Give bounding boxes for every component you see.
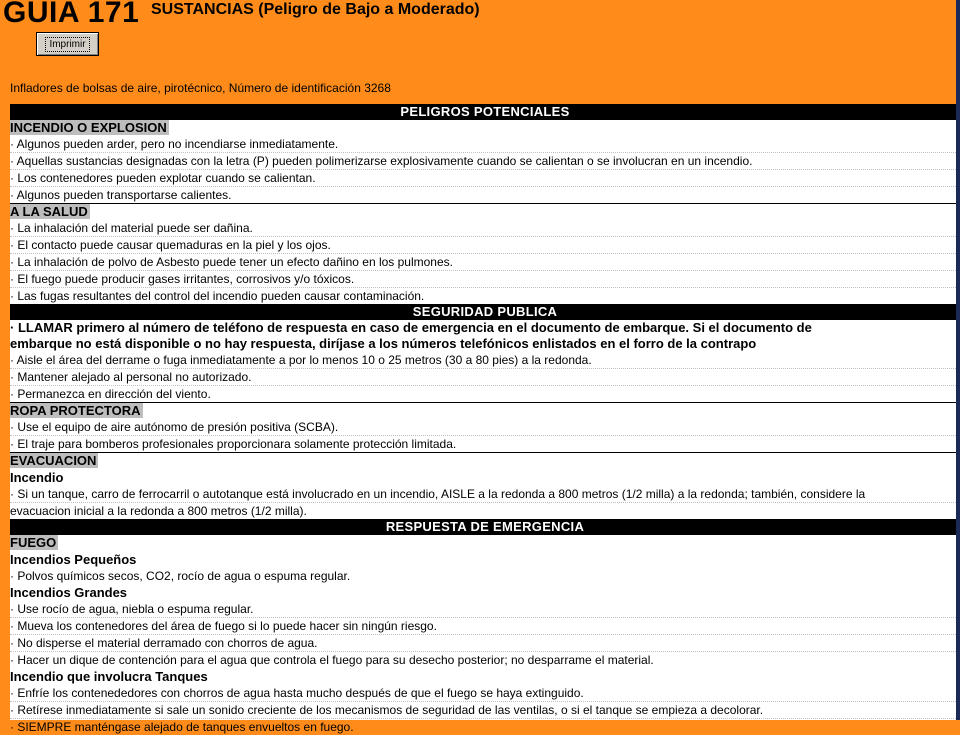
list-item: · SIEMPRE manténgase alejado de tanques envueltos en fuego. <box>10 720 354 734</box>
list-item: · Use el equipo de aire autónomo de presión positiva (SCBA). <box>10 419 960 436</box>
material-description: Infladores de bolsas de aire, pirotécnico, Número de identificación 3268 <box>10 81 391 95</box>
subsection-title: A LA SALUD <box>10 204 88 219</box>
subsection-title: EVACUACION <box>10 453 97 468</box>
list-item: · Algunos pueden transportarse calientes. <box>10 188 232 202</box>
subsection-incendio-explosion <box>10 120 960 136</box>
subsection-salud <box>10 203 960 220</box>
list-item: · Hacer un dique de contención para el agua que controla el fuego para su desecho posterior; no desparrame el material. <box>10 653 654 667</box>
list-item: · Mantener alejado al personal no autorizado. <box>10 369 960 386</box>
list-item: · Retírese inmediatamente si sale un sonido creciente de los mecanismos de seguridad de las ventilas, o si el tanque se empieza a decolorar. <box>10 702 960 719</box>
list-item: · La inhalación de polvo de Asbesto puede tener un efecto dañino en los pulmones. <box>10 254 960 271</box>
list-item: · El fuego puede producir gases irritantes, corrosivos y/o tóxicos. <box>10 271 960 288</box>
guide-header <box>0 0 960 103</box>
window-edge <box>956 0 960 720</box>
tank-fires-heading: Incendio que involucra Tanques <box>10 669 208 684</box>
small-fires-heading: Incendios Pequeños <box>10 552 137 567</box>
section-peligros-potenciales: PELIGROS POTENCIALES <box>10 104 960 120</box>
emergency-call-instruction: · LLAMAR primero al número de teléfono de respuesta en caso de emergencia en el documento de embarque. Si el documento de <box>10 320 812 335</box>
list-item: · Si un tanque, carro de ferrocarril o autotanque está involucrado en un incendio, AISLE a la redonda a 800 metros (1/2 milla) a la redonda; también, considere la <box>10 486 960 503</box>
subsection-evacuacion <box>10 452 960 469</box>
subsection-title: INCENDIO O EXPLOSION <box>10 120 167 135</box>
emergency-call-instruction-cont: embarque no está disponible o no hay respuesta, diríjase a los números telefónicos enlistados en el forro de la contrapo <box>10 336 757 351</box>
guide-content[interactable] <box>10 104 960 734</box>
section-respuesta-emergencia: RESPUESTA DE EMERGENCIA <box>10 519 960 535</box>
subsection-title: ROPA PROTECTORA <box>10 403 141 418</box>
guide-number: GUIA 171 <box>3 0 140 29</box>
list-item: · Aquellas sustancias designadas con la letra (P) pueden polimerizarse explosivamente cuando se calientan o se involucran en un incendio. <box>10 153 960 170</box>
subsection-fuego <box>10 535 960 551</box>
list-item: · No disperse el material derramado con chorros de agua. <box>10 635 960 652</box>
print-button-label: Imprimir <box>45 37 89 52</box>
section-seguridad-publica: SEGURIDAD PUBLICA <box>10 304 960 320</box>
guide-title: SUSTANCIAS (Peligro de Bajo a Moderado) <box>151 1 480 18</box>
list-item: · El traje para bomberos profesionales proporcionara solamente protección limitada. <box>10 437 457 451</box>
list-item: · Los contenedores pueden explotar cuando se calientan. <box>10 170 960 187</box>
list-item: evacuacion inicial a la redonda a 800 metros (1/2 milla). <box>10 504 307 518</box>
list-item: · Polvos químicos secos, CO2, rocío de agua o espuma regular. <box>10 569 351 583</box>
evacuation-fire-heading: Incendio <box>10 470 64 485</box>
list-item: · El contacto puede causar quemaduras en la piel y los ojos. <box>10 237 960 254</box>
print-button[interactable] <box>36 32 99 56</box>
list-item: · Algunos pueden arder, pero no incendiarse inmediatamente. <box>10 136 960 153</box>
list-item: · La inhalación del material puede ser dañina. <box>10 220 960 237</box>
large-fires-heading: Incendios Grandes <box>10 585 128 600</box>
list-item: · Las fugas resultantes del control del incendio pueden causar contaminación. <box>10 289 425 303</box>
list-item: · Mueva los contenedores del área de fuego si lo puede hacer sin ningún riesgo. <box>10 618 960 635</box>
list-item: · Use rocío de agua, niebla o espuma regular. <box>10 601 960 618</box>
list-item: · Permanezca en dirección del viento. <box>10 387 211 401</box>
list-item: · Aisle el área del derrame o fuga inmediatamente a por lo menos 10 o 25 metros (30 a 80 pies) a la redonda. <box>10 352 960 369</box>
list-item: · Enfríe los contenededores con chorros de agua hasta mucho después de que el fuego se haya extinguido. <box>10 685 960 702</box>
subsection-title: FUEGO <box>10 535 57 550</box>
subsection-ropa-protectora <box>10 402 960 419</box>
